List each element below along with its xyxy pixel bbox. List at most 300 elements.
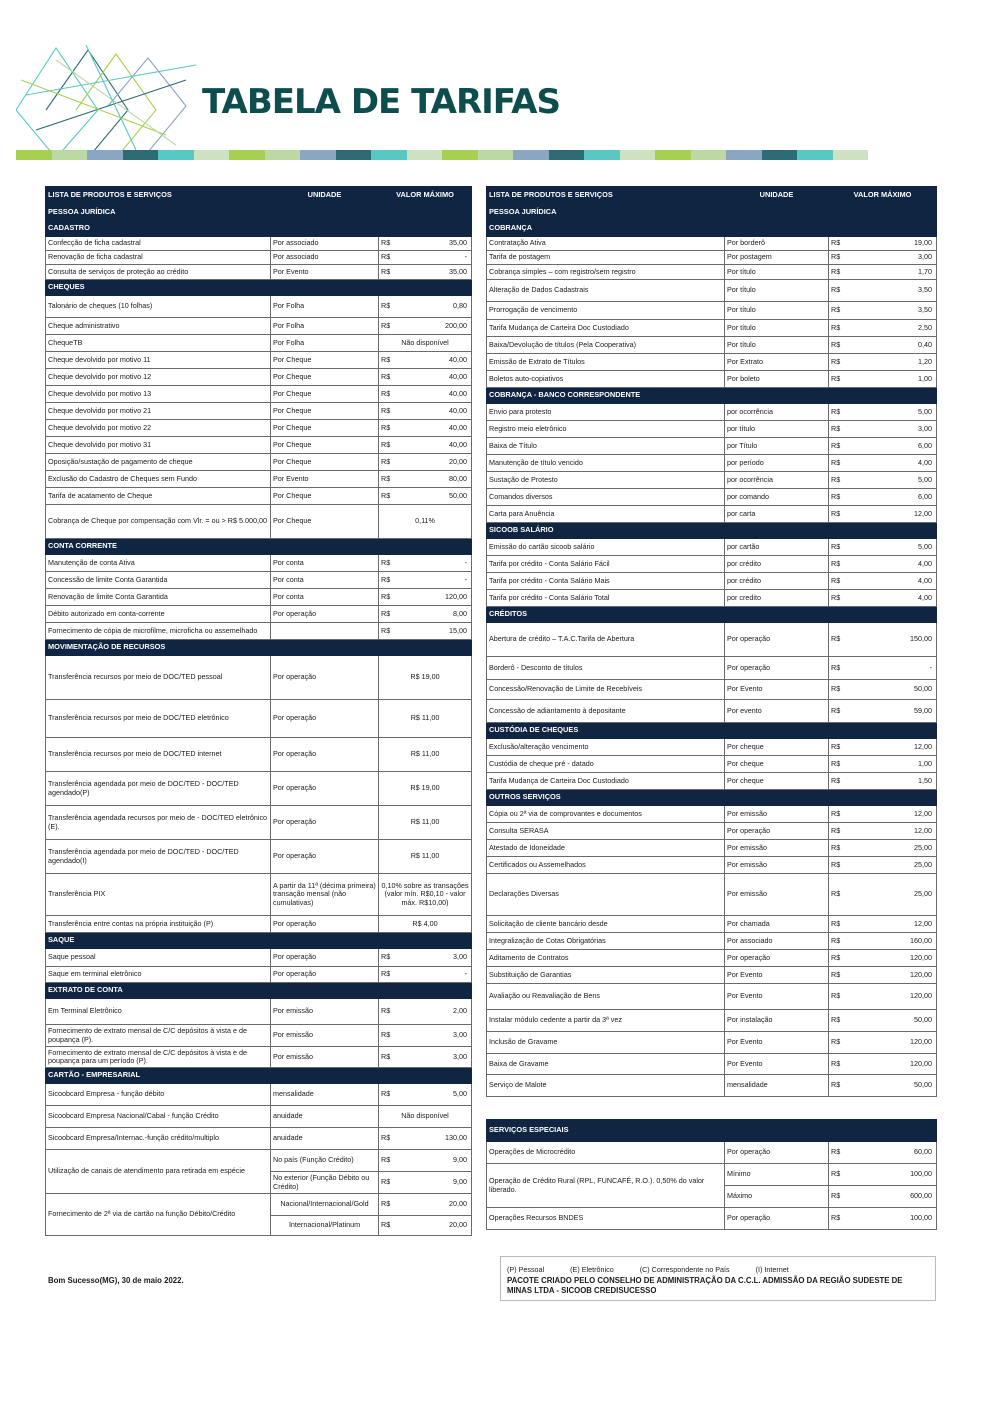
row-description: Concessão/Renovação de Limite de Recebíveis: [487, 680, 725, 700]
row-unit: Por Cheque: [271, 369, 379, 386]
row-currency: R$: [829, 265, 859, 280]
header-max-value: VALOR MÁXIMO: [379, 187, 472, 205]
row-unit: mensalidade: [271, 1084, 379, 1106]
row-description: Serviço de Malote: [487, 1075, 725, 1097]
stripe-segment: [584, 150, 620, 160]
row-value: 4,00: [859, 590, 937, 607]
row-value: 5,00: [401, 1084, 472, 1106]
section-title: SICOOB SALÁRIO: [487, 523, 937, 539]
row-currency: R$: [829, 773, 859, 790]
table-row: [487, 472, 937, 489]
header-products: LISTA DE PRODUTOS E SERVIÇOS: [46, 187, 271, 205]
row-value: 12,00: [859, 916, 937, 933]
stripe-segment: [478, 150, 514, 160]
row-description: Comandos diversos: [487, 489, 725, 506]
row-description: Manutenção de conta Ativa: [46, 555, 271, 572]
row-currency: R$: [829, 967, 859, 984]
row-currency: R$: [379, 555, 401, 572]
row-description: Cheque devolvido por motivo 31: [46, 437, 271, 454]
row-value: -: [401, 967, 472, 983]
row-unit: Por emissão: [271, 1047, 379, 1068]
row-unit: Por Evento: [271, 265, 379, 280]
row-currency: R$: [379, 1172, 401, 1194]
stripe-segment: [797, 150, 833, 160]
row-value: 5,00: [859, 539, 937, 556]
row-unit: Por Cheque: [271, 437, 379, 454]
row-value: 35,00: [401, 237, 472, 251]
table-row: [46, 265, 472, 280]
row-unit: Por operação: [271, 949, 379, 967]
row-currency: R$: [379, 1194, 401, 1216]
row-unit: Por título: [725, 302, 829, 320]
row-description: Tarifa de acatamento de Cheque: [46, 488, 271, 505]
row-unit: Por Folha: [271, 296, 379, 318]
row-value: 100,00: [859, 1208, 937, 1230]
row-description: Manutenção de título vencido: [487, 455, 725, 472]
row-description: Concessão de limite Conta Garantida: [46, 572, 271, 589]
row-description: Boletos auto-copiativos: [487, 371, 725, 388]
stripe-segment: [123, 150, 159, 160]
page-title: TABELA DE TARIFAS: [202, 82, 560, 122]
table-header: [487, 187, 937, 205]
row-unit: Máximo: [725, 1186, 829, 1208]
legend-items: [507, 1265, 929, 1274]
row-currency: R$: [379, 369, 401, 386]
table-row: [487, 1054, 937, 1075]
section-title: CHEQUES: [46, 280, 472, 296]
row-description: Transferência agendada recursos por meio de - DOC/TED eletrônico (E).: [46, 806, 271, 840]
row-currency: R$: [829, 700, 859, 723]
row-description: Cheque devolvido por motivo 12: [46, 369, 271, 386]
row-value: 6,00: [859, 489, 937, 506]
row-unit: Internacional/Platinum: [271, 1216, 379, 1236]
table-row: [487, 1164, 937, 1186]
table-row: [487, 371, 937, 388]
row-description: Baixa de Título: [487, 438, 725, 455]
row-currency: R$: [379, 403, 401, 420]
row-unit: Por Evento: [725, 1032, 829, 1054]
table-row: [46, 806, 472, 840]
row-unit: Por operação: [725, 950, 829, 967]
table-row: [46, 874, 472, 916]
table-row: [487, 539, 937, 556]
row-description: Saque pessoal: [46, 949, 271, 967]
row-unit: por cartão: [725, 539, 829, 556]
row-unit: A partir da 11ª (décima primeira) transação mensal (não cumulativas): [271, 874, 379, 916]
row-value: 35,00: [401, 265, 472, 280]
row-currency: R$: [829, 680, 859, 700]
table-row: [487, 1032, 937, 1054]
row-description: Tarifa Mudança de Carteira Doc Custodiado: [487, 320, 725, 337]
row-unit: Por Folha: [271, 318, 379, 335]
row-description: Certificados ou Assemelhados: [487, 857, 725, 874]
row-currency: R$: [829, 1010, 859, 1032]
row-currency: R$: [829, 438, 859, 455]
row-unit: Por associado: [271, 251, 379, 265]
row-currency: R$: [829, 472, 859, 489]
row-unit: Por operação: [725, 1208, 829, 1230]
stripe-segment: [691, 150, 727, 160]
section-title: MOVIMENTAÇÃO DE RECURSOS: [46, 640, 472, 656]
row-unit: Nacional/Internacional/Gold: [271, 1194, 379, 1216]
row-unit: mensalidade: [725, 1075, 829, 1097]
right-tariff-table: [486, 186, 936, 1230]
row-value: 3,50: [859, 302, 937, 320]
row-currency: R$: [379, 296, 401, 318]
row-description: Solicitação de cliente bancário desde: [487, 916, 725, 933]
row-currency: R$: [379, 1216, 401, 1236]
table-row: [487, 251, 937, 265]
row-value: 3,00: [401, 1047, 472, 1068]
row-description: Transferência entre contas na própria instituição (P): [46, 916, 271, 933]
row-value: 4,00: [859, 556, 937, 573]
row-value: 40,00: [401, 386, 472, 403]
row-value: 2,50: [859, 320, 937, 337]
table-row: [487, 506, 937, 523]
row-unit: Por Folha: [271, 335, 379, 352]
table-row: [46, 967, 472, 983]
row-description: Oposição/sustação de pagamento de cheque: [46, 454, 271, 471]
legend-item: (I) Internet: [755, 1265, 789, 1274]
row-currency: R$: [829, 573, 859, 590]
row-currency: R$: [829, 489, 859, 506]
row-currency: R$: [829, 237, 859, 251]
row-description: Concessão de adiantamento à depositante: [487, 700, 725, 723]
row-unit: por título: [725, 421, 829, 438]
row-description: Fornecimento de cópia de microfilme, microficha ou assemelhado: [46, 623, 271, 640]
row-description: Tarifa por crédito - Conta Salário Mais: [487, 573, 725, 590]
legend-box: [500, 1256, 936, 1301]
row-unit: Por evento: [725, 700, 829, 723]
row-currency: R$: [829, 421, 859, 438]
row-unit: Por operação: [725, 657, 829, 680]
stripe-segment: [549, 150, 585, 160]
row-currency: R$: [379, 420, 401, 437]
row-currency: R$: [829, 506, 859, 523]
row-description: Fornecimento de 2ª via de cartão na função Débito/Crédito: [46, 1194, 271, 1236]
row-value: R$ 11,00: [379, 700, 472, 738]
row-unit: Por cheque: [725, 773, 829, 790]
section-title: CUSTÓDIA DE CHEQUES: [487, 723, 937, 739]
table-row: [487, 573, 937, 590]
stripe-segment: [336, 150, 372, 160]
row-unit: por período: [725, 455, 829, 472]
row-value: 0,11%: [379, 505, 472, 539]
row-currency: R$: [829, 590, 859, 607]
table-row: [46, 1128, 472, 1150]
row-description: Substituição de Garantias: [487, 967, 725, 984]
table-row: [46, 437, 472, 454]
row-unit: por comando: [725, 489, 829, 506]
section-title: OUTROS SERVIÇOS: [487, 790, 937, 806]
table-row: [46, 420, 472, 437]
table-row: [487, 700, 937, 723]
left-tariff-table: [45, 186, 471, 1236]
row-currency: R$: [829, 1208, 859, 1230]
row-currency: R$: [829, 539, 859, 556]
row-unit: Por operação: [271, 606, 379, 623]
table-row: [46, 999, 472, 1025]
row-currency: R$: [829, 823, 859, 840]
table-row: [487, 933, 937, 950]
table-row: [46, 471, 472, 488]
row-value: 12,00: [859, 823, 937, 840]
table-row: [46, 738, 472, 772]
row-unit: Por operação: [271, 656, 379, 700]
row-value: 15,00: [401, 623, 472, 640]
row-unit: Por Evento: [271, 471, 379, 488]
row-unit: Por emissão: [725, 857, 829, 874]
row-currency: R$: [829, 280, 859, 302]
row-unit: Por operação: [271, 916, 379, 933]
row-unit: Por cheque: [725, 756, 829, 773]
table-row: [487, 455, 937, 472]
row-currency: R$: [379, 318, 401, 335]
table-row: [46, 1106, 472, 1128]
row-description: Transferência PIX: [46, 874, 271, 916]
table-row: [487, 1208, 937, 1230]
row-unit: Por emissão: [271, 1025, 379, 1047]
table-row: [487, 404, 937, 421]
row-value: 25,00: [859, 857, 937, 874]
logo-graphic: [16, 40, 206, 158]
header-unit: UNIDADE: [725, 187, 829, 205]
row-description: Fornecimento de extrato mensal de C/C depósitos à vista e de poupança (P).: [46, 1025, 271, 1047]
table-row: [487, 984, 937, 1010]
row-unit: Por título: [725, 280, 829, 302]
row-description: Confecção de ficha cadastral: [46, 237, 271, 251]
stripe-segment: [52, 150, 88, 160]
row-description: Custódia de cheque pré - datado: [487, 756, 725, 773]
row-value: 3,00: [401, 1025, 472, 1047]
row-description: Instalar módulo cedente a partir da 3ª vez: [487, 1010, 725, 1032]
section-title: CADASTRO: [46, 221, 472, 237]
table-row: [46, 335, 472, 352]
row-currency: R$: [829, 404, 859, 421]
table-row: [487, 302, 937, 320]
row-description: Fornecimento de extrato mensal de C/C depósitos à vista e de poupança para um período (P).: [46, 1047, 271, 1068]
row-description: Sustação de Protesto: [487, 472, 725, 489]
row-unit: Por Cheque: [271, 386, 379, 403]
row-description: Envio para protesto: [487, 404, 725, 421]
table-row: [487, 874, 937, 916]
row-currency: R$: [829, 302, 859, 320]
row-value: 40,00: [401, 420, 472, 437]
row-value: 1,20: [859, 354, 937, 371]
row-value: 600,00: [859, 1186, 937, 1208]
row-value: 120,00: [859, 1054, 937, 1075]
section-title: CRÉDITOS: [487, 607, 937, 623]
table-row: [487, 265, 937, 280]
row-currency: R$: [829, 623, 859, 657]
row-value: 3,00: [401, 949, 472, 967]
row-unit: Por postagem: [725, 251, 829, 265]
section-creditos: [487, 607, 937, 623]
row-unit: Por borderô: [725, 237, 829, 251]
row-value: 160,00: [859, 933, 937, 950]
row-unit: por ocorrência: [725, 472, 829, 489]
row-currency: R$: [379, 454, 401, 471]
row-currency: R$: [829, 1142, 859, 1164]
row-description: Cheque devolvido por motivo 11: [46, 352, 271, 369]
section-movimentacao-de-recursos: [46, 640, 472, 656]
row-value: 20,00: [401, 1216, 472, 1236]
row-description: Avaliação ou Reavaliação de Bens: [487, 984, 725, 1010]
table-row: [487, 354, 937, 371]
row-description: Carta para Anuência: [487, 506, 725, 523]
row-currency: R$: [379, 1047, 401, 1068]
row-value: 1,00: [859, 371, 937, 388]
table-row: [487, 840, 937, 857]
row-value: R$ 11,00: [379, 840, 472, 874]
row-description: Utilização de canais de atendimento para retirada em espécie: [46, 1150, 271, 1194]
table-row: [46, 623, 472, 640]
date-footer: Bom Sucesso(MG), 30 de maio 2022.: [48, 1276, 184, 1285]
row-unit: Por operação: [271, 772, 379, 806]
table-row: [487, 1075, 937, 1097]
row-currency: R$: [829, 455, 859, 472]
table-row: [487, 438, 937, 455]
table-row: [487, 280, 937, 302]
table-row: [46, 772, 472, 806]
table-header: [46, 187, 472, 205]
row-unit: Por emissão: [725, 840, 829, 857]
row-value: 20,00: [401, 1194, 472, 1216]
row-currency: R$: [829, 1164, 859, 1186]
row-value: 40,00: [401, 403, 472, 420]
header-products: LISTA DE PRODUTOS E SERVIÇOS: [487, 187, 725, 205]
row-currency: R$: [379, 251, 401, 265]
stripe-segment: [265, 150, 301, 160]
row-description: Sicoobcard Empresa Nacional/Cabal - função Crédito: [46, 1106, 271, 1128]
row-description: Transferência agendada por meio de DOC/TED - DOC/TED agendado(I): [46, 840, 271, 874]
row-currency: R$: [829, 984, 859, 1010]
table-row: [46, 454, 472, 471]
header-pessoa-juridica: PESSOA JURÍDICA: [487, 205, 937, 221]
row-value: 9,00: [401, 1172, 472, 1194]
row-unit: por crédito: [725, 556, 829, 573]
row-description: Tarifa por crédito - Conta Salário Total: [487, 590, 725, 607]
table-row: [487, 857, 937, 874]
stripe-segment: [513, 150, 549, 160]
row-value: 120,00: [859, 950, 937, 967]
table-row: [487, 320, 937, 337]
table-row: [487, 1142, 937, 1164]
row-unit: Por Evento: [725, 967, 829, 984]
section-outros-servicos: [487, 790, 937, 806]
row-currency: R$: [379, 589, 401, 606]
row-unit: Por título: [725, 320, 829, 337]
section-title: EXTRATO DE CONTA: [46, 983, 472, 999]
row-currency: R$: [829, 756, 859, 773]
row-unit: Por Cheque: [271, 454, 379, 471]
table-row: [487, 806, 937, 823]
row-description: Borderô - Desconto de títulos: [487, 657, 725, 680]
table-row: [46, 916, 472, 933]
row-currency: R$: [379, 437, 401, 454]
row-currency: R$: [379, 471, 401, 488]
row-value: -: [401, 251, 472, 265]
row-value: R$ 19,00: [379, 772, 472, 806]
section-cheques: [46, 280, 472, 296]
row-value: 3,50: [859, 280, 937, 302]
row-value: 120,00: [859, 1032, 937, 1054]
table-row: [46, 700, 472, 738]
row-value: R$ 11,00: [379, 738, 472, 772]
row-description: Cheque devolvido por motivo 13: [46, 386, 271, 403]
row-currency: R$: [379, 623, 401, 640]
stripe-segment: [16, 150, 52, 160]
row-description: Renovação de ficha cadastral: [46, 251, 271, 265]
row-unit: Por Extrato: [725, 354, 829, 371]
row-description: Atestado de Idoneidade: [487, 840, 725, 857]
row-currency: R$: [379, 237, 401, 251]
table-row: [46, 572, 472, 589]
row-description: Cheque administrativo: [46, 318, 271, 335]
color-stripe: [16, 150, 868, 160]
row-value: 100,00: [859, 1164, 937, 1186]
table-row: [46, 296, 472, 318]
row-unit: anuidade: [271, 1106, 379, 1128]
row-value: 50,00: [401, 488, 472, 505]
stripe-segment: [833, 150, 869, 160]
row-value: 1,50: [859, 773, 937, 790]
row-value: 4,00: [859, 455, 937, 472]
row-value: 50,00: [859, 1075, 937, 1097]
row-unit: Por emissão: [725, 806, 829, 823]
row-description: Consulta de serviços de proteção ao crédito: [46, 265, 271, 280]
row-value: 25,00: [859, 874, 937, 916]
row-value: 9,00: [401, 1150, 472, 1172]
section-extrato-de-conta: [46, 983, 472, 999]
table-row: [487, 823, 937, 840]
row-unit: por carta: [725, 506, 829, 523]
row-value: 12,00: [859, 739, 937, 756]
row-unit: Por Cheque: [271, 352, 379, 369]
stripe-segment: [655, 150, 691, 160]
row-unit: Por operação: [725, 1142, 829, 1164]
row-value: 40,00: [401, 352, 472, 369]
table-row: [487, 590, 937, 607]
row-currency: R$: [379, 999, 401, 1025]
row-value: 0,10% sobre as transações (valor mín. R$0,10 - valor máx. R$10,00): [379, 874, 472, 916]
table-row: [46, 589, 472, 606]
row-description: Tarifa de postagem: [487, 251, 725, 265]
table-row: [46, 656, 472, 700]
row-currency: R$: [829, 933, 859, 950]
row-unit: Por Evento: [725, 680, 829, 700]
row-description: Sicoobcard Empresa/Internac.-função crédito/multiplo: [46, 1128, 271, 1150]
row-description: Cobrança de Cheque por compensação com Vlr. = ou > R$ 5.000,00: [46, 505, 271, 539]
table-row: [46, 1194, 472, 1216]
row-description: Consulta SERASA: [487, 823, 725, 840]
row-currency: R$: [379, 606, 401, 623]
row-value: 19,00: [859, 237, 937, 251]
row-unit: Por conta: [271, 555, 379, 572]
row-unit: por credito: [725, 590, 829, 607]
stripe-segment: [407, 150, 443, 160]
table-row: [46, 555, 472, 572]
row-currency: R$: [829, 337, 859, 354]
row-unit: Por título: [725, 265, 829, 280]
row-unit: Por emissão: [271, 999, 379, 1025]
table-row: [46, 949, 472, 967]
table-row: [487, 773, 937, 790]
row-description: Emissão do cartão sicoob salário: [487, 539, 725, 556]
row-currency: R$: [379, 352, 401, 369]
row-currency: R$: [829, 950, 859, 967]
row-value: 12,00: [859, 806, 937, 823]
